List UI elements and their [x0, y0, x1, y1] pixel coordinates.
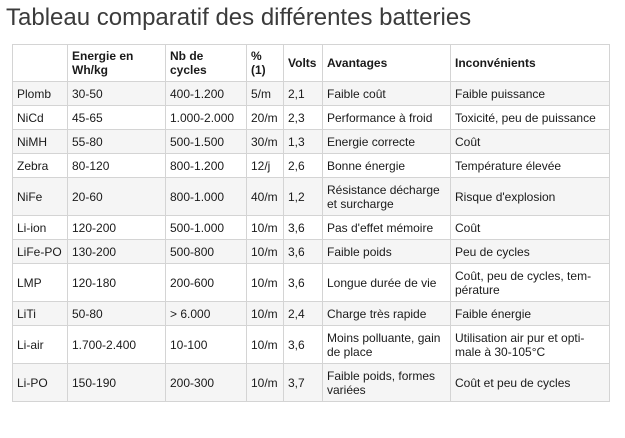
- table-cell: 1,2: [284, 178, 323, 216]
- table-cell: 150-190: [68, 364, 166, 402]
- battery-comparison-table: [12, 44, 610, 402]
- table-row: [13, 82, 610, 106]
- header-cell-battery: [13, 45, 68, 82]
- table-cell: 10-100: [166, 326, 247, 364]
- table-cell: 200-300: [166, 364, 247, 402]
- table-cell: Plomb: [13, 82, 68, 106]
- table-cell: Coût, peu de cycles, tem-pérature: [451, 264, 610, 302]
- table-cell: Faible énergie: [451, 302, 610, 326]
- table-cell: Energie correcte: [323, 130, 451, 154]
- table-cell: 2,4: [284, 302, 323, 326]
- table-cell: 50-80: [68, 302, 166, 326]
- table-cell: LMP: [13, 264, 68, 302]
- table-cell: 120-180: [68, 264, 166, 302]
- table-cell: 500-1.000: [166, 216, 247, 240]
- table-cell: Peu de cycles: [451, 240, 610, 264]
- table-cell: Pas d'effet mémoire: [323, 216, 451, 240]
- header-cell-cycles: Nb de cycles: [166, 45, 247, 82]
- table-cell: Longue durée de vie: [323, 264, 451, 302]
- table-cell: 20/m: [247, 106, 284, 130]
- table-cell: Performance à froid: [323, 106, 451, 130]
- table-row: [13, 154, 610, 178]
- table-cell: 800-1.000: [166, 178, 247, 216]
- table-cell: 2,3: [284, 106, 323, 130]
- table-cell: 10/m: [247, 216, 284, 240]
- table-cell: 3,6: [284, 264, 323, 302]
- table-cell: 3,7: [284, 364, 323, 402]
- header-cell-drawbacks: Inconvénients: [451, 45, 610, 82]
- table-cell: 120-200: [68, 216, 166, 240]
- table-cell: Charge très rapide: [323, 302, 451, 326]
- header-cell-advantages: Avantages: [323, 45, 451, 82]
- table-cell: 10/m: [247, 240, 284, 264]
- table-row: [13, 178, 610, 216]
- table-cell: 10/m: [247, 364, 284, 402]
- table-row: [13, 216, 610, 240]
- table-cell: 10/m: [247, 326, 284, 364]
- table-cell: Faible poids: [323, 240, 451, 264]
- table-row: [13, 130, 610, 154]
- table-cell: Zebra: [13, 154, 68, 178]
- table-cell: 5/m: [247, 82, 284, 106]
- table-cell: Li-PO: [13, 364, 68, 402]
- table-row: [13, 326, 610, 364]
- table-cell: 10/m: [247, 264, 284, 302]
- table-row: [13, 302, 610, 326]
- table-row: [13, 364, 610, 402]
- table-cell: 1.000-2.000: [166, 106, 247, 130]
- battery-comparison-table-container: [12, 44, 609, 402]
- table-cell: 500-1.500: [166, 130, 247, 154]
- table-cell: 10/m: [247, 302, 284, 326]
- table-cell: Li-air: [13, 326, 68, 364]
- table-row: [13, 264, 610, 302]
- table-header-row: [13, 45, 610, 82]
- table-cell: Température élevée: [451, 154, 610, 178]
- table-cell: Moins polluante, gain de place: [323, 326, 451, 364]
- table-cell: 1,3: [284, 130, 323, 154]
- table-cell: Coût: [451, 216, 610, 240]
- table-cell: Toxicité, peu de puissance: [451, 106, 610, 130]
- table-cell: 3,6: [284, 326, 323, 364]
- table-cell: Bonne énergie: [323, 154, 451, 178]
- table-cell: 2,1: [284, 82, 323, 106]
- header-cell-energy: Energie en Wh/kg: [68, 45, 166, 82]
- table-cell: Résistance décharge et surcharge: [323, 178, 451, 216]
- table-cell: Risque d'explosion: [451, 178, 610, 216]
- table-cell: 800-1.200: [166, 154, 247, 178]
- table-cell: NiCd: [13, 106, 68, 130]
- table-cell: Coût: [451, 130, 610, 154]
- table-cell: > 6.000: [166, 302, 247, 326]
- header-cell-volts: Volts: [284, 45, 323, 82]
- table-cell: 1.700-2.400: [68, 326, 166, 364]
- table-row: [13, 240, 610, 264]
- table-cell: LiTi: [13, 302, 68, 326]
- table-cell: 80-120: [68, 154, 166, 178]
- table-cell: 200-600: [166, 264, 247, 302]
- table-cell: Faible poids, formes variées: [323, 364, 451, 402]
- table-cell: Faible coût: [323, 82, 451, 106]
- table-cell: NiFe: [13, 178, 68, 216]
- table-cell: 30/m: [247, 130, 284, 154]
- table-cell: 45-65: [68, 106, 166, 130]
- table-cell: 3,6: [284, 240, 323, 264]
- table-cell: 130-200: [68, 240, 166, 264]
- table-cell: NiMH: [13, 130, 68, 154]
- table-cell: 40/m: [247, 178, 284, 216]
- table-cell: Utilisation air pur et opti-male à 30-105°C: [451, 326, 610, 364]
- table-cell: 2,6: [284, 154, 323, 178]
- table-cell: 30-50: [68, 82, 166, 106]
- table-cell: Coût et peu de cycles: [451, 364, 610, 402]
- table-cell: 20-60: [68, 178, 166, 216]
- table-cell: 55-80: [68, 130, 166, 154]
- table-cell: Li-ion: [13, 216, 68, 240]
- page-title: Tableau comparatif des différentes batteries: [6, 4, 472, 31]
- table-cell: LiFe-PO: [13, 240, 68, 264]
- table-cell: 12/j: [247, 154, 284, 178]
- table-cell: 3,6: [284, 216, 323, 240]
- table-row: [13, 106, 610, 130]
- table-cell: 500-800: [166, 240, 247, 264]
- header-cell-percent: % (1): [247, 45, 284, 82]
- table-cell: 400-1.200: [166, 82, 247, 106]
- table-cell: Faible puissance: [451, 82, 610, 106]
